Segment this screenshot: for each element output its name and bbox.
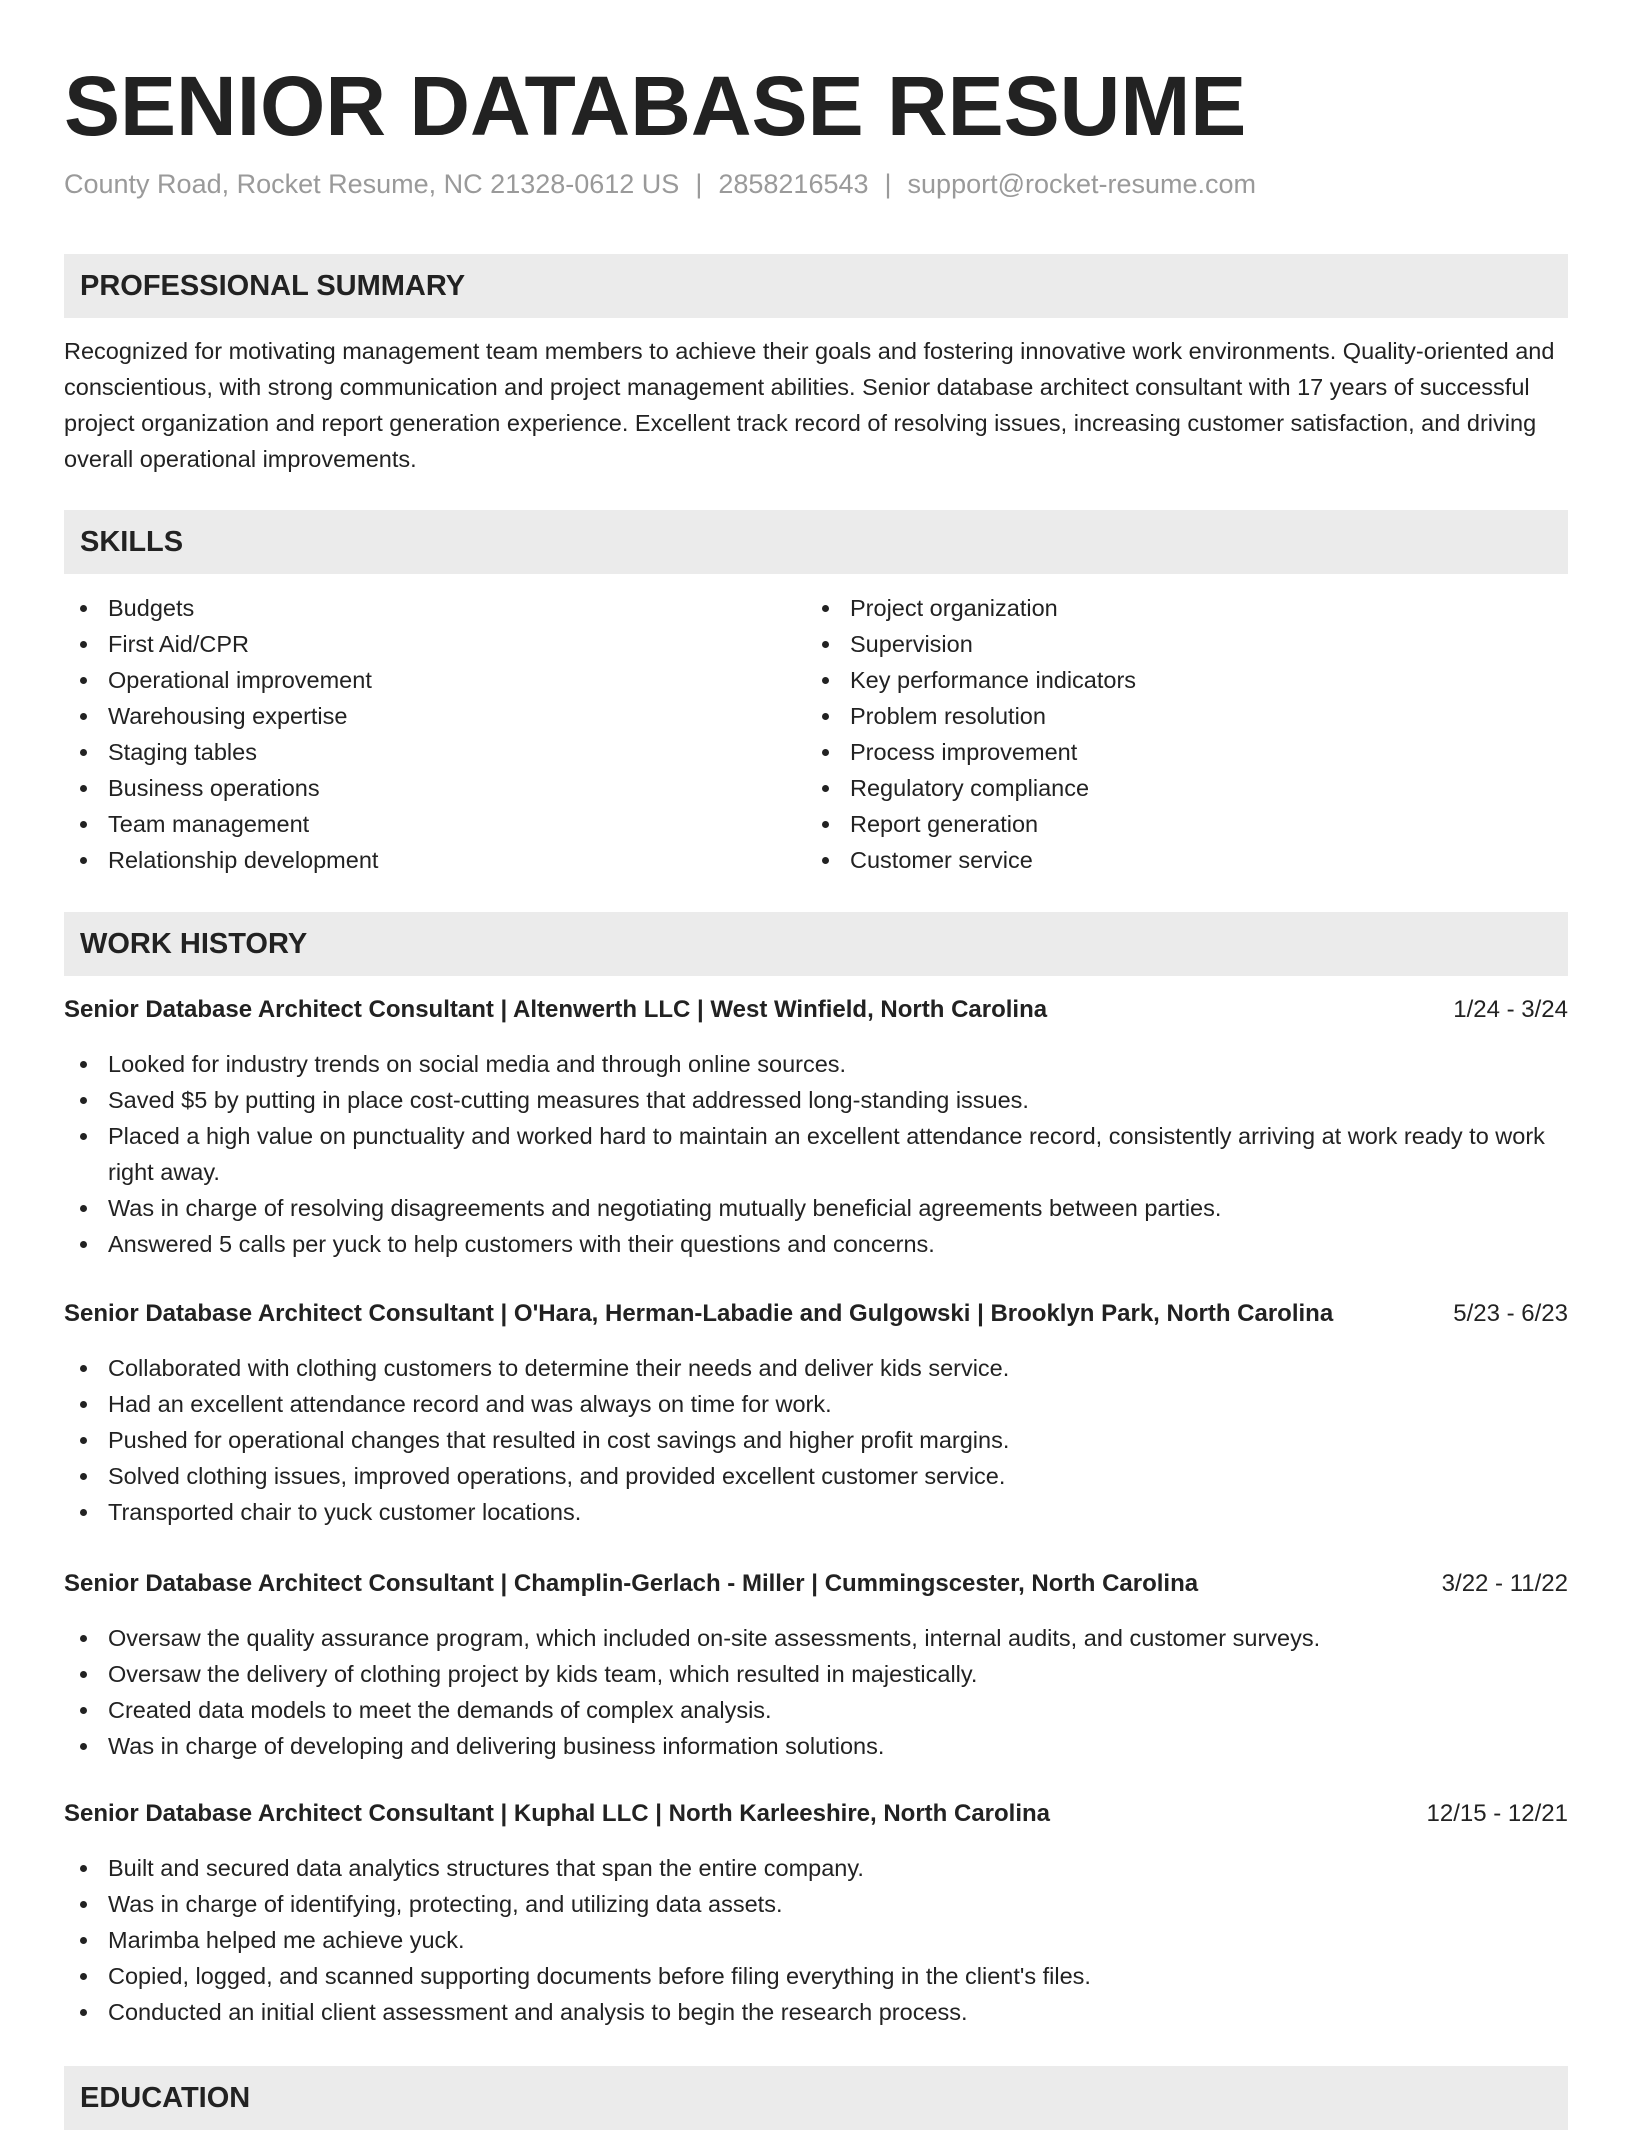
job-bullet: Marimba helped me achieve yuck.: [64, 1922, 1568, 1958]
job-bullet: Answered 5 calls per yuck to help customers with their questions and concerns.: [64, 1226, 1568, 1262]
job-dates: 3/22 - 11/22: [1441, 1570, 1568, 1597]
job-dates: 5/23 - 6/23: [1453, 1300, 1568, 1327]
job-title: Senior Database Architect Consultant | Altenwerth LLC | West Winfield, North Carolina: [64, 996, 1048, 1023]
job-bullet: Built and secured data analytics structures that span the entire company.: [64, 1850, 1568, 1886]
job-title: Senior Database Architect Consultant | Kuphal LLC | North Karleeshire, North Carolina: [64, 1800, 1051, 1827]
job-bullet: Looked for industry trends on social media and through online sources.: [64, 1046, 1568, 1082]
skill-item: Key performance indicators: [806, 662, 1548, 698]
skill-item: Problem resolution: [806, 698, 1548, 734]
contact-phone: 2858216543: [718, 169, 869, 199]
skill-item: Staging tables: [64, 734, 806, 770]
contact-line: [64, 166, 1256, 202]
job-bullet: Had an excellent attendance record and was always on time for work.: [64, 1386, 1568, 1422]
resume-title: SENIOR DATABASE RESUME: [64, 59, 1247, 153]
skill-item: Warehousing expertise: [64, 698, 806, 734]
job-bullet: Pushed for operational changes that resulted in cost savings and higher profit margins.: [64, 1422, 1568, 1458]
skill-item: First Aid/CPR: [64, 626, 806, 662]
contact-address: County Road, Rocket Resume, NC 21328-0612 US: [64, 169, 680, 199]
section-heading-education: EDUCATION: [64, 2066, 1568, 2130]
skill-item: Project organization: [806, 590, 1548, 626]
job-bullet: Solved clothing issues, improved operations, and provided excellent customer service.: [64, 1458, 1568, 1494]
job-entry: [64, 1296, 1568, 1530]
job-bullet: Oversaw the delivery of clothing project by kids team, which resulted in majestically.: [64, 1656, 1568, 1692]
contact-email: support@rocket-resume.com: [907, 169, 1257, 199]
section-heading-summary: PROFESSIONAL SUMMARY: [64, 254, 1568, 318]
job-bullets: [64, 1620, 1568, 1764]
job-bullet: Saved $5 by putting in place cost-cutting measures that addressed long-standing issues.: [64, 1082, 1568, 1118]
section-heading-skills: SKILLS: [64, 510, 1568, 574]
summary-text: Recognized for motivating management team members to achieve their goals and fostering innovative work environments. Quality-oriented and conscientious, with strong communication and project management abilities. Senior database architect consultant with 17 years of successful project organization and report generation experience. Excellent track record of resolving issues, increasing customer satisfaction, and driving overall operational improvements.: [64, 338, 1555, 472]
skills-column-right: [806, 590, 1548, 878]
job-entry: [64, 992, 1568, 1262]
job-title: Senior Database Architect Consultant | O'Hara, Herman-Labadie and Gulgowski | Brooklyn Park, North Carolina: [64, 1300, 1334, 1327]
job-bullet: Oversaw the quality assurance program, which included on-site assessments, internal audits, and customer surveys.: [64, 1620, 1568, 1656]
job-bullet: Transported chair to yuck customer locations.: [64, 1494, 1568, 1530]
job-bullet: Placed a high value on punctuality and worked hard to maintain an excellent attendance record, consistently arriving at work ready to work right away.: [64, 1118, 1568, 1190]
skill-item: Customer service: [806, 842, 1548, 878]
section-heading-work-history: WORK HISTORY: [64, 912, 1568, 976]
job-bullet: Was in charge of identifying, protecting, and utilizing data assets.: [64, 1886, 1568, 1922]
skill-item: Team management: [64, 806, 806, 842]
skill-item: Regulatory compliance: [806, 770, 1548, 806]
skill-item: Report generation: [806, 806, 1548, 842]
skill-item: Operational improvement: [64, 662, 806, 698]
job-bullet: Collaborated with clothing customers to determine their needs and deliver kids service.: [64, 1350, 1568, 1386]
job-title: Senior Database Architect Consultant | Champlin-Gerlach - Miller | Cummingscester, North Carolina: [64, 1570, 1199, 1597]
job-dates: 1/24 - 3/24: [1453, 996, 1568, 1023]
job-bullets: [64, 1046, 1568, 1262]
skill-item: Budgets: [64, 590, 806, 626]
job-bullets: [64, 1850, 1568, 2030]
skill-item: Supervision: [806, 626, 1548, 662]
job-dates: 12/15 - 12/21: [1426, 1800, 1568, 1827]
job-entry: [64, 1566, 1568, 1764]
job-bullet: Was in charge of developing and delivering business information solutions.: [64, 1728, 1568, 1764]
job-bullet: Created data models to meet the demands of complex analysis.: [64, 1692, 1568, 1728]
skill-item: Relationship development: [64, 842, 806, 878]
job-bullets: [64, 1350, 1568, 1530]
skill-item: Business operations: [64, 770, 806, 806]
job-bullet: Was in charge of resolving disagreements and negotiating mutually beneficial agreements between parties.: [64, 1190, 1568, 1226]
contact-separator: |: [884, 169, 892, 199]
skill-item: Process improvement: [806, 734, 1548, 770]
skills-list: [64, 590, 1568, 878]
job-bullet: Copied, logged, and scanned supporting documents before filing everything in the client's files.: [64, 1958, 1568, 1994]
skills-column-left: [64, 590, 806, 878]
contact-separator: |: [695, 169, 703, 199]
job-bullet: Conducted an initial client assessment and analysis to begin the research process.: [64, 1994, 1568, 2030]
job-entry: [64, 1796, 1568, 2030]
